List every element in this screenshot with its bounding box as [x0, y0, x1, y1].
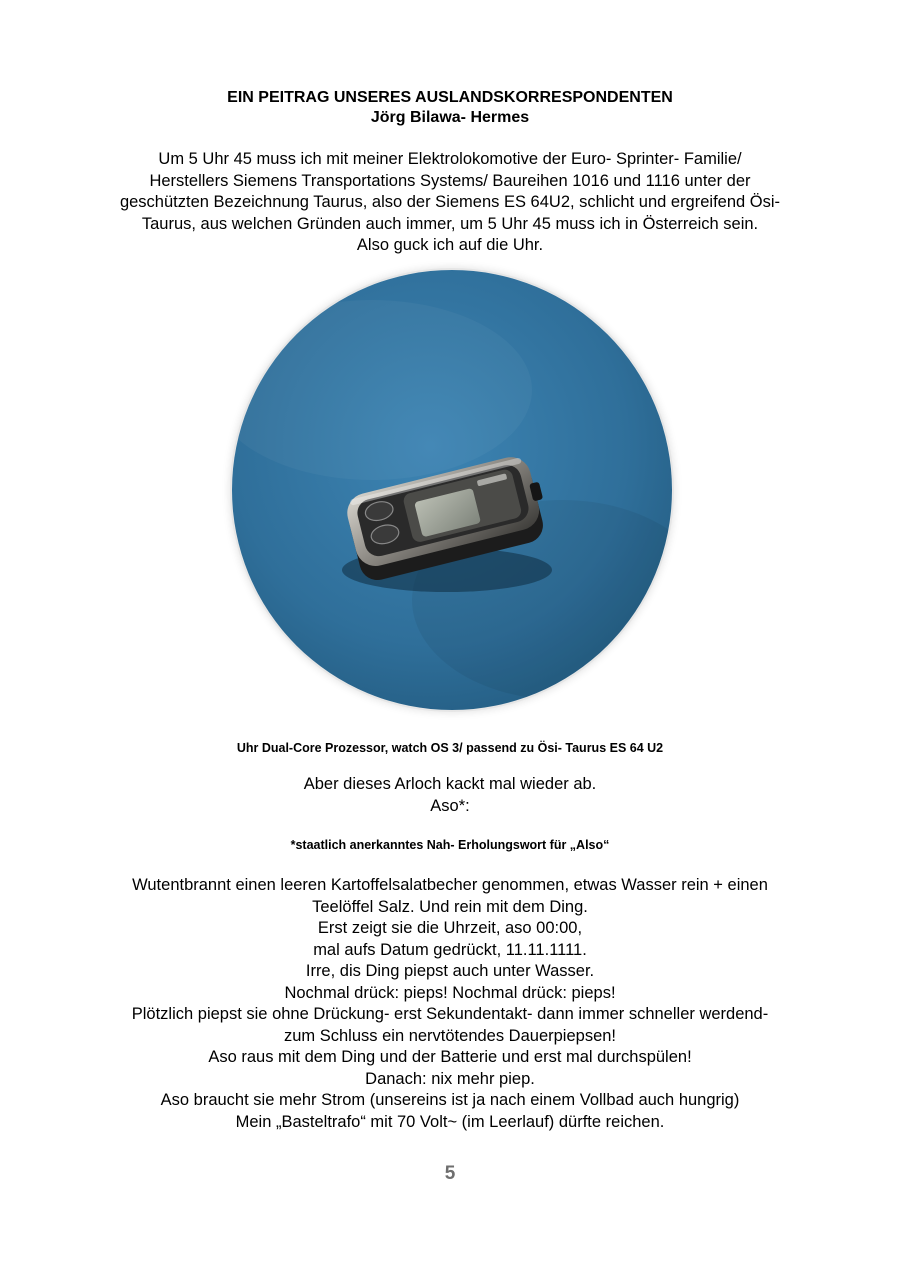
photo-caption: Uhr Dual-Core Prozessor, watch OS 3/ passend zu Ösi- Taurus ES 64 U2 — [236, 741, 664, 755]
story-line: Teelöffel Salz. Und rein mit dem Ding. — [312, 897, 588, 916]
intro-line: Herstellers Siemens Transportations Systems/ Baureihen 1016 und 1116 unter der — [149, 171, 751, 190]
intro-paragraph — [60, 149, 840, 257]
story-line: Plötzlich piepst sie ohne Drückung- erst Sekundentakt- dann immer schneller werdend- — [131, 1005, 769, 1023]
story-line: zum Schluss ein nervtötendes Dauerpiepsen! — [283, 1026, 617, 1045]
story-line: Aso raus mit dem Ding und der Batterie und erst mal durchspülen! — [208, 1048, 692, 1066]
story-line: Irre, dis Ding piepst auch unter Wasser. — [305, 962, 595, 980]
story-line: Aso braucht sie mehr Strom (unsereins ist ja nach einem Vollbad auch hungrig) — [160, 1091, 740, 1109]
story-line: Danach: nix mehr piep. — [365, 1069, 535, 1088]
intro-line: Also guck ich auf die Uhr. — [356, 236, 544, 254]
story-paragraph — [60, 875, 840, 1133]
middle-line: Aso*: — [430, 796, 470, 815]
middle-paragraph — [60, 774, 840, 817]
watch-photo — [232, 270, 672, 710]
story-line: Nochmal drück: pieps! Nochmal drück: pieps! — [284, 983, 616, 1002]
intro-line: Taurus, aus welchen Gründen auch immer, um 5 Uhr 45 muss ich in Österreich sein. — [141, 214, 759, 233]
middle-line: Aber dieses Arloch kackt mal wieder ab. — [303, 775, 597, 793]
story-line: Wutentbrannt einen leeren Kartoffelsalatbecher genommen, etwas Wasser rein + einen — [132, 876, 768, 894]
story-line: Mein „Basteltrafo“ mit 70 Volt~ (im Leerlauf) dürfte reichen. — [235, 1112, 665, 1131]
story-line: Erst zeigt sie die Uhrzeit, aso 00:00, — [317, 919, 583, 937]
watch-photo-icon — [232, 270, 672, 710]
story-line: mal aufs Datum gedrückt, 11.11.1111. — [313, 940, 587, 959]
intro-line: Um 5 Uhr 45 muss ich mit meiner Elektrolokomotive der Euro- Sprinter- Familie/ — [158, 150, 742, 168]
intro-line: geschützten Bezeichnung Taurus, also der Siemens ES 64U2, schlicht und ergreifend Ösi- — [119, 193, 781, 211]
article-author: Jörg Bilawa- Hermes — [370, 109, 530, 126]
article-title: EIN PEITRAG UNSERES AUSLANDSKORRESPONDENTEN — [227, 89, 673, 106]
page-number: 5 — [444, 1163, 456, 1184]
footnote: *staatlich anerkanntes Nah- Erholungswort für „Also“ — [290, 838, 610, 852]
